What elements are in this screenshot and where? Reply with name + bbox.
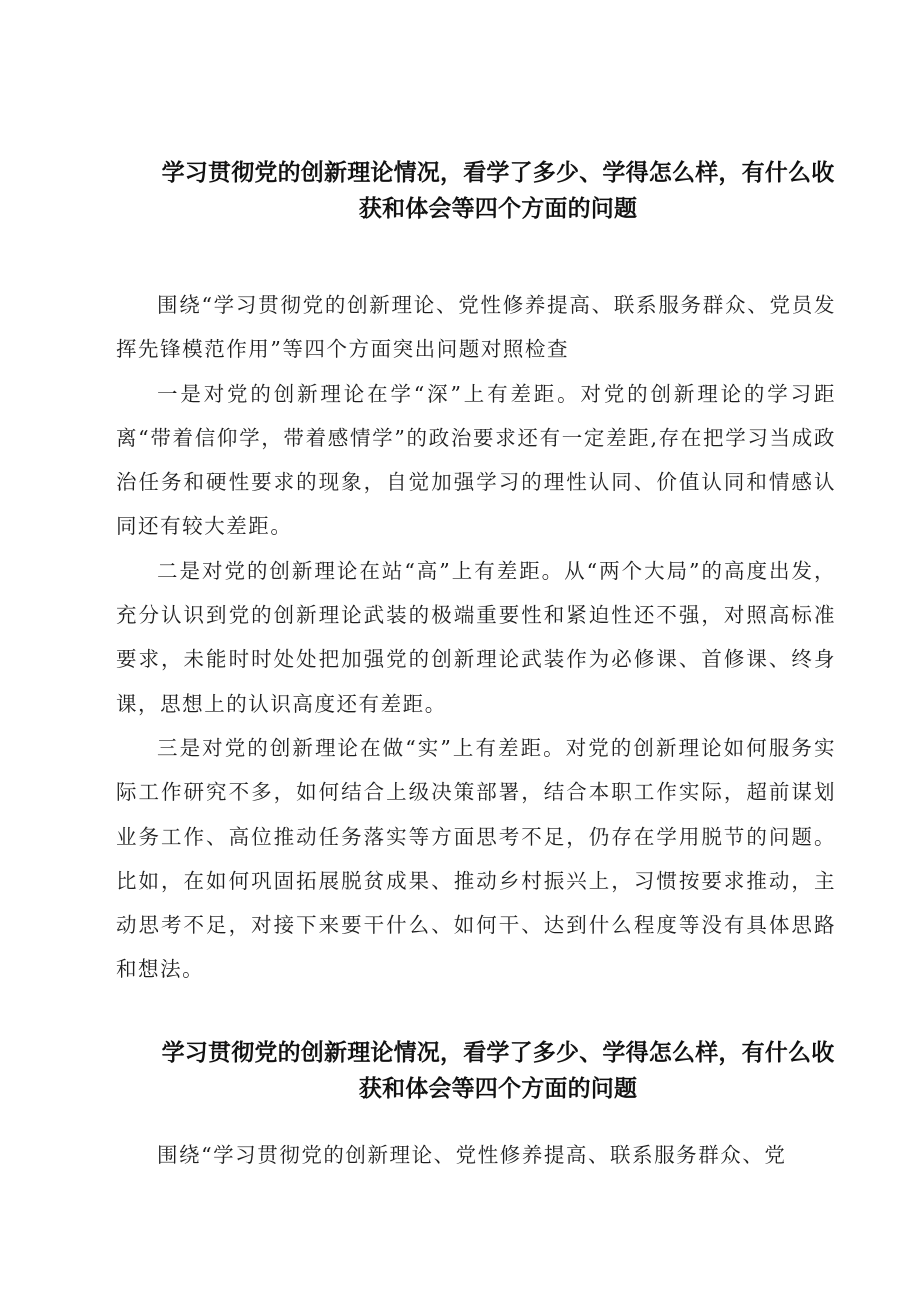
- section-body: [116, 283, 836, 992]
- section-title-line: 学习贯彻党的创新理论情况，看学了多少、学得怎么样，有什么收: [161, 1040, 835, 1066]
- section-title-line: 获和体会等四个方面的问题: [358, 1076, 638, 1102]
- section-title: [110, 1035, 886, 1107]
- intro-paragraph: 围绕“学习贯彻党的创新理论、党性修养提高、联系服务群众、党员发挥先锋模范作用”等四个方面突出问题对照检查: [116, 293, 836, 362]
- issue-paragraph-3: 三是对党的创新理论在做“实”上有差距。对党的创新理论如何服务实际工作研究不多，如何结合上级决策部署，结合本职工作实际，超前谋划业务工作、高位推动任务落实等方面思考不足，仍存在学用脱节的问题。比如，在如何巩固拓展脱贫成果、推动乡村振兴上，习惯按要求推动，主动思考不足，对接下来要干什么、如何干、达到什么程度等没有具体思路和想法。: [116, 735, 836, 982]
- intro-paragraph: 围绕“学习贯彻党的创新理论、党性修养提高、联系服务群众、党: [157, 1143, 787, 1167]
- issue-paragraph-1: 一是对党的创新理论在学“深”上有差距。对党的创新理论的学习距离“带着信仰学，带着感情学”的政治要求还有一定差距,存在把学习当成政治任务和硬性要求的现象，自觉加强学习的理性认同、价值认同和情感认同还有较大差距。: [116, 381, 836, 539]
- issue-paragraph-2: 二是对党的创新理论在站“高”上有差距。从“两个大局”的高度出发，充分认识到党的创新理论武装的极端重要性和紧迫性还不强，对照高标准要求，未能时时处处把加强党的创新理论武装作为必修课、首修课、终身课，思想上的认识高度还有差距。: [116, 558, 836, 716]
- section-body: [116, 1133, 836, 1177]
- section-title-line: 学习贯彻党的创新理论情况，看学了多少、学得怎么样，有什么收: [161, 160, 835, 186]
- section-title: [110, 155, 886, 227]
- section-title-line: 获和体会等四个方面的问题: [358, 196, 638, 222]
